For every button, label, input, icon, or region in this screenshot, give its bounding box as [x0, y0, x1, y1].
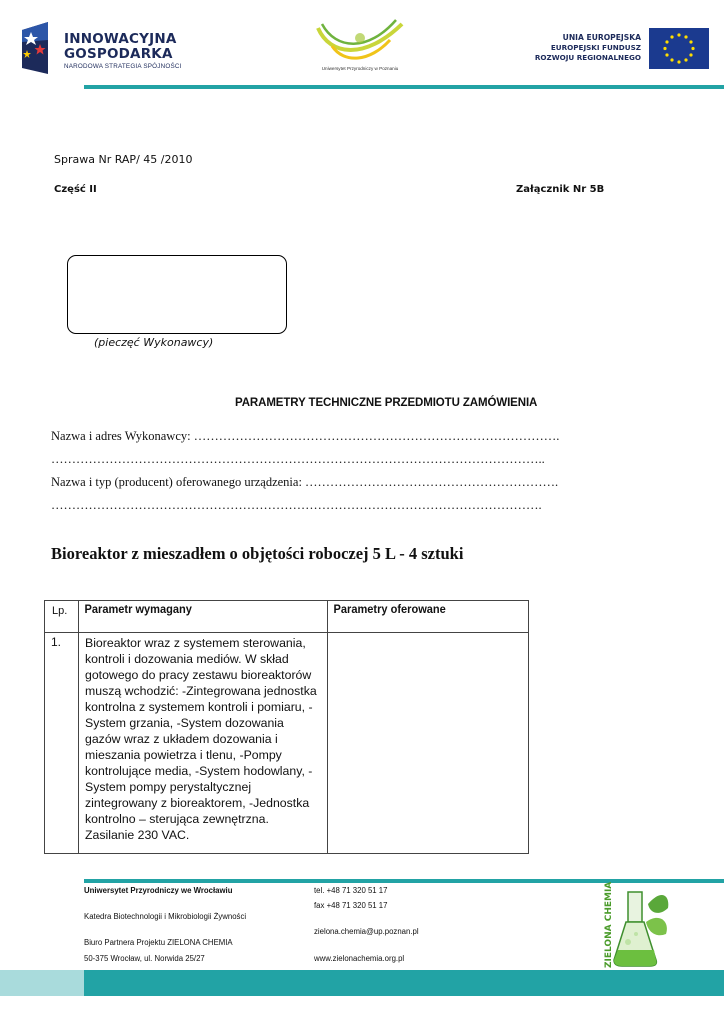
table-header-row: [45, 601, 529, 633]
dotted-line-2: ……………………………………………………………………………………………………….: [51, 498, 542, 512]
header-lp: [45, 601, 79, 633]
footer-fax: fax +48 71 320 51 17: [314, 901, 388, 910]
footer-office: Biuro Partnera Projektu ZIELONA CHEMIA: [84, 938, 233, 947]
header-param-label: Parametr wymagany: [84, 602, 192, 616]
ue-line-1: UNIA EUROPEJSKA: [562, 33, 641, 42]
row-offered-cell[interactable]: [328, 633, 529, 854]
device-type-line: Nazwa i typ (producent) oferowanego urządzenia: …………………………………………………….: [51, 475, 559, 489]
ue-line-3: ROZWOJU REGIONALNEGO: [534, 53, 641, 62]
ue-line-2: EUROPEJSKI FUNDUSZ: [550, 43, 641, 52]
stamp-box: [67, 255, 287, 334]
zielona-chemia-logo: [602, 882, 674, 970]
dotted-line-1: ………………………………………………………………………………………………………..: [51, 452, 545, 466]
parameters-table: [44, 600, 529, 854]
part-label: Część II: [54, 184, 97, 195]
contractor-name-line: Nazwa i adres Wykonawcy: …………………………………………………………………………….: [51, 429, 560, 443]
eu-flag-icon: [649, 28, 709, 69]
row-lp-value: 1.: [51, 635, 62, 649]
university-poznan-logo: [310, 16, 410, 78]
header-offered-label: Parametry oferowane: [333, 602, 446, 616]
header-offered: [328, 601, 529, 633]
footer-tel: tel. +48 71 320 51 17: [314, 886, 388, 895]
section-title: PARAMETRY TECHNICZNE PRZEDMIOTU ZAMÓWIENIA: [235, 397, 538, 409]
attachment-label: Załącznik Nr 5B: [516, 184, 605, 195]
row-param-text: Bioreaktor wraz z systemem sterowania, kontroli i dozowania mediów. W skład gotowego do pracy zestawu bioreaktorów muszą wchodzić: -Zintegrowana jednostka kontrolna z systemem kontroli i pomiaru, -System grzania, -System dozowania gazów wraz z układem dozowania i mieszania powietrza i tlenu, -Pompy kontrolujące media, -System hodowlany, -System pompy perystaltycznej zintegrowany z bioreaktorem, -Jednostka kontrolno – sterująca zewnętrzna. Zasilanie 230 VAC.: [85, 636, 317, 842]
table-row: [45, 633, 529, 854]
row-lp: [45, 633, 79, 854]
ig-line-3: NARODOWA STRATEGIA SPÓJNOŚCI: [64, 63, 182, 70]
footer-department: Katedra Biotechnologii i Mikrobiologii Żywności: [84, 912, 247, 921]
footer-email[interactable]: zielona.chemia@up.poznan.pl: [314, 927, 419, 936]
swoosh-logo-icon: [310, 16, 410, 66]
header-param: [79, 601, 328, 633]
ig-line-2: GOSPODARKA: [64, 46, 173, 62]
row-param: [79, 633, 328, 854]
eu-logo: [524, 28, 709, 73]
stamp-caption: (pieczęć Wykonawcy): [94, 336, 214, 349]
footer-address: 50-375 Wrocław, ul. Norwida 25/27: [84, 954, 205, 963]
case-number: Sprawa Nr RAP/ 45 /2010: [54, 153, 193, 166]
ig-line-1: INNOWACYJNA: [64, 31, 177, 47]
zc-logo-text: ZIELONA CHEMIA: [604, 881, 614, 968]
footer-university: Uniwersytet Przyrodniczy we Wrocławiu: [84, 886, 233, 895]
innowacyjna-gospodarka-logo: [18, 22, 188, 77]
star-flag-icon: [18, 22, 52, 74]
footer-band: [84, 970, 724, 996]
header-lp-label: Lp.: [52, 605, 68, 617]
header-divider: [84, 85, 724, 89]
footer-website[interactable]: www.zielonachemia.org.pl: [314, 954, 405, 963]
up-caption: Uniwersytet Przyrodniczy w Poznaniu: [321, 66, 399, 71]
footer-band-side: [0, 970, 84, 996]
item-heading: Bioreaktor z mieszadłem o objętości roboczej 5 L - 4 sztuki: [51, 544, 464, 563]
